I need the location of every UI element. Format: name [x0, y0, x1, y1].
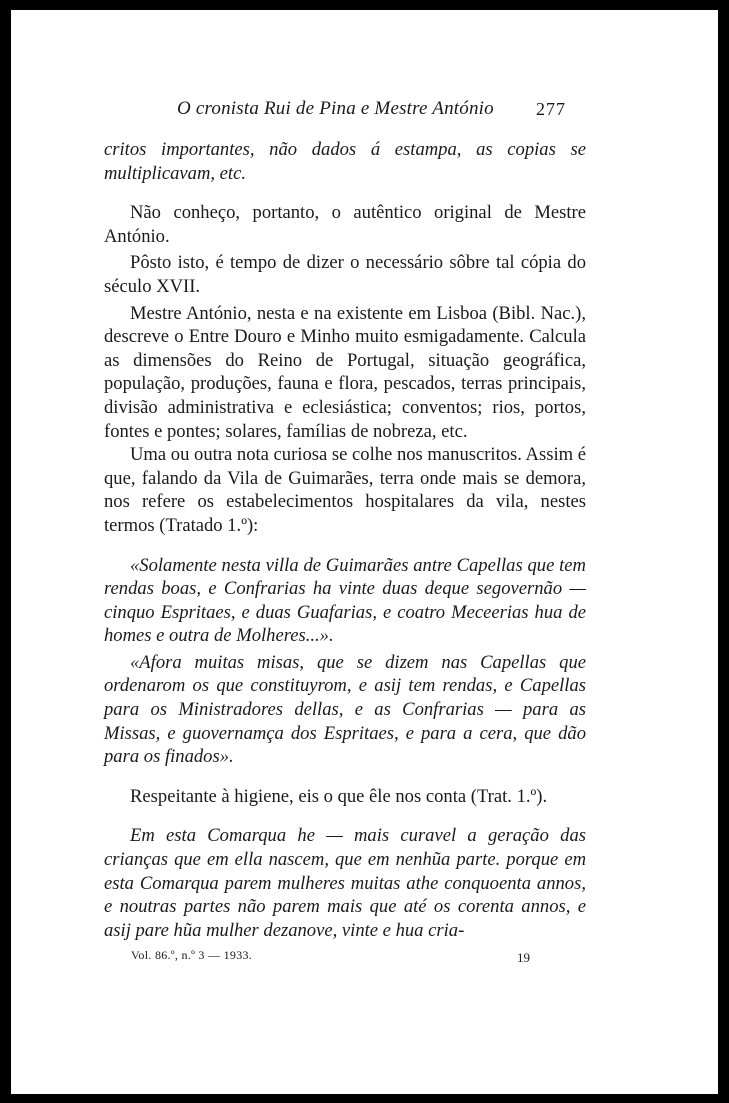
document-page: [11, 10, 718, 1094]
page-number: 277: [536, 99, 566, 119]
paragraph: Mestre António, nesta e na existente em Lisboa (Bibl. Nac.), descreve o Entre Douro e Minho muito esmigadamente. Calcula as dimensões do Reino de Portugal, situação geográfica, população, produções, fauna e flora, pescados, terras principais, divisão administrativa e eclesiástica; conventos; rios, portos, fontes e pontes; solares, famílias de nobreza, etc.: [104, 302, 586, 442]
paragraph: Respeitante à higiene, eis o que êle nos conta (Trat. 1.º).: [130, 785, 548, 807]
quotation-paragraph: Em esta Comarqua he — mais curavel a geração das crianças que em ella nascem, que em nenhũa parte. porque em esta Comarqua parem mulheres muitas athe conquoenta annos, e noutras partes não parem mais que até os corenta annos, e asij pare hũa mulher dezanove, vinte e hua cria-: [104, 825, 586, 941]
quotation-paragraph: «Solamente nesta villa de Guimarães antre Capellas que tem rendas boas, e Confrarias ha vinte duas deque segovernão — cinquo Espritaes, e duas Guafarias, e coatro Meceerias hua de homes e outra de Molheres...».: [104, 554, 586, 647]
running-head: [11, 98, 718, 122]
body-text: [104, 138, 586, 942]
quotation-paragraph: «Afora muitas misas, que se dizem nas Capellas que ordenarom os que constituyrom, e asij tem rendas, e Capellas para os Ministradores dellas, e as Confrarias — para as Missas, e guovernamça dos Espritaes, e para a cera, que dão para os finados».: [104, 651, 586, 768]
paragraph-continuation: critos importantes, não dados á estampa, as copias se multiplicavam, etc.: [104, 139, 586, 184]
paragraph: Não conheço, portanto, o autêntico original de Mestre António.: [104, 202, 586, 247]
paragraph: Pôsto isto, é tempo de dizer o necessário sôbre tal cópia do século XVII.: [104, 252, 586, 297]
paragraph: Uma ou outra nota curiosa se colhe nos manuscritos. Assim é que, falando da Vila de Guimarães, terra onde mais se demora, nos refere os estabelecimentos hospitalares da vila, nestes termos (Tratado 1.º):: [104, 444, 586, 536]
signature-mark: 19: [517, 950, 530, 965]
volume-line: Vol. 86.º, n.º 3 — 1933.: [131, 948, 253, 962]
running-head-title: O cronista Rui de Pina e Mestre António: [177, 98, 494, 119]
page-footer: [11, 948, 718, 968]
